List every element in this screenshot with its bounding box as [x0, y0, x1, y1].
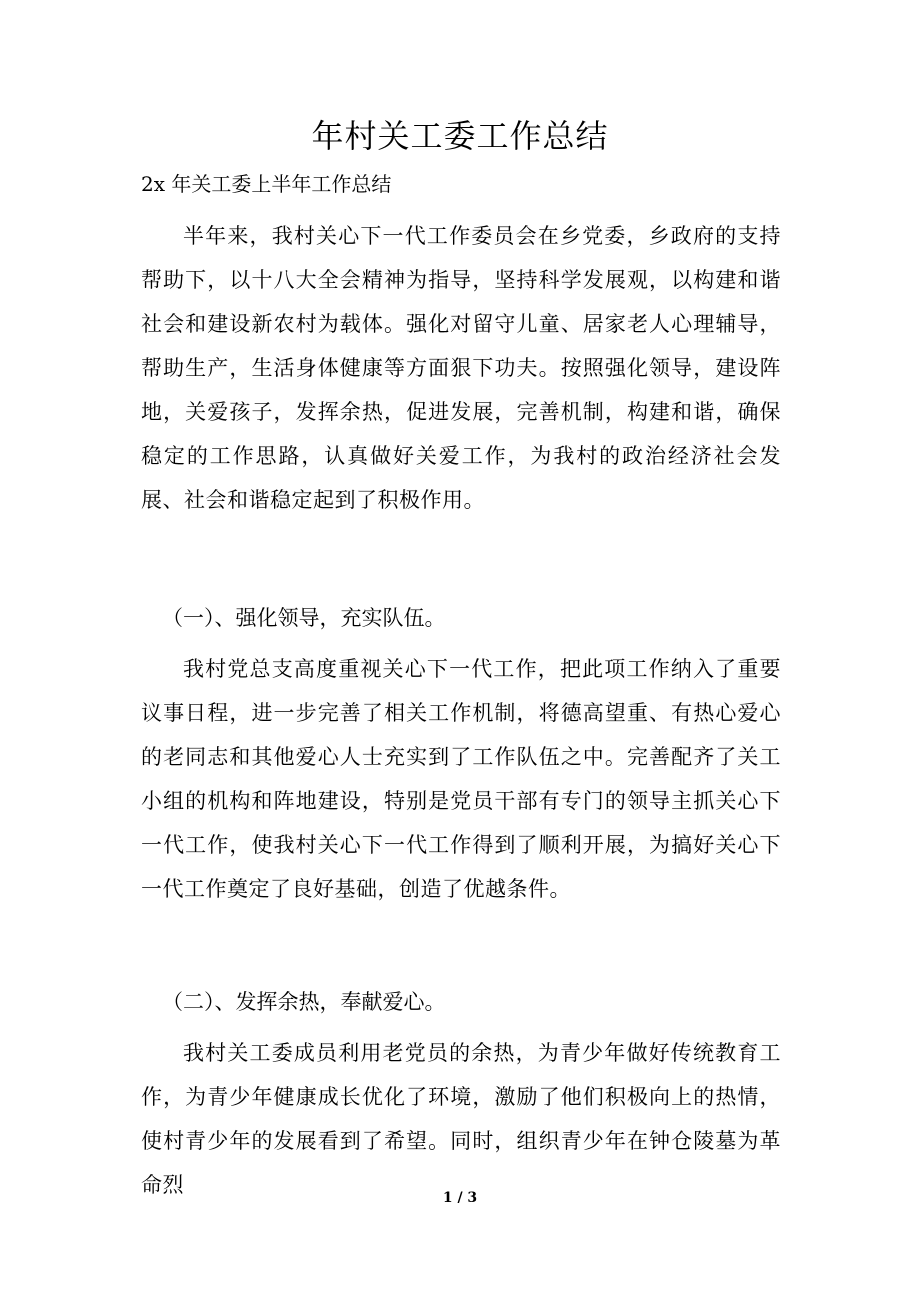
- document-subtitle: 2x 年关工委上半年工作总结: [141, 172, 392, 196]
- intro-paragraph: 半年来，我村关心下一代工作委员会在乡党委，乡政府的支持帮助下，以十八大全会精神为指导，坚持科学发展观，以构建和谐社会和建设新农村为载体。强化对留守儿童、居家老人心理辅导，帮助生产，生活身体健康等方面狠下功夫。按照强化领导，建设阵地，关爱孩子，发挥余热，促进发展，完善机制，构建和谐，确保稳定的工作思路，认真做好关爱工作，为我村的政治经济社会发展、社会和谐稳定起到了积极作用。: [141, 224, 781, 512]
- section-2-heading: （二）、发挥余热，奉献爱心。: [162, 990, 446, 1014]
- section-2-body: 我村关工委成员利用老党员的余热，为青少年做好传统教育工作，为青少年健康成长优化了环境，激励了他们积极向上的热情，使村青少年的发展看到了希望。同时，组织青少年在钟仓陵墓为革命烈: [141, 1041, 781, 1197]
- document-title: 年村关工委工作总结: [311, 117, 609, 155]
- page-number: 1 / 3: [442, 1190, 478, 1206]
- section-1-body: 我村党总支高度重视关心下一代工作，把此项工作纳入了重要议事日程，进一步完善了相关工作机制，将德高望重、有热心爱心的老同志和其他爱心人士充实到了工作队伍之中。完善配齐了关工小组的机构和阵地建设，特别是党员干部有专门的领导主抓关心下一代工作，使我村关心下一代工作得到了顺利开展，为搞好关心下一代工作奠定了良好基础，创造了优越条件。: [141, 657, 781, 901]
- section-1-heading: （一）、强化领导，充实队伍。: [162, 606, 446, 630]
